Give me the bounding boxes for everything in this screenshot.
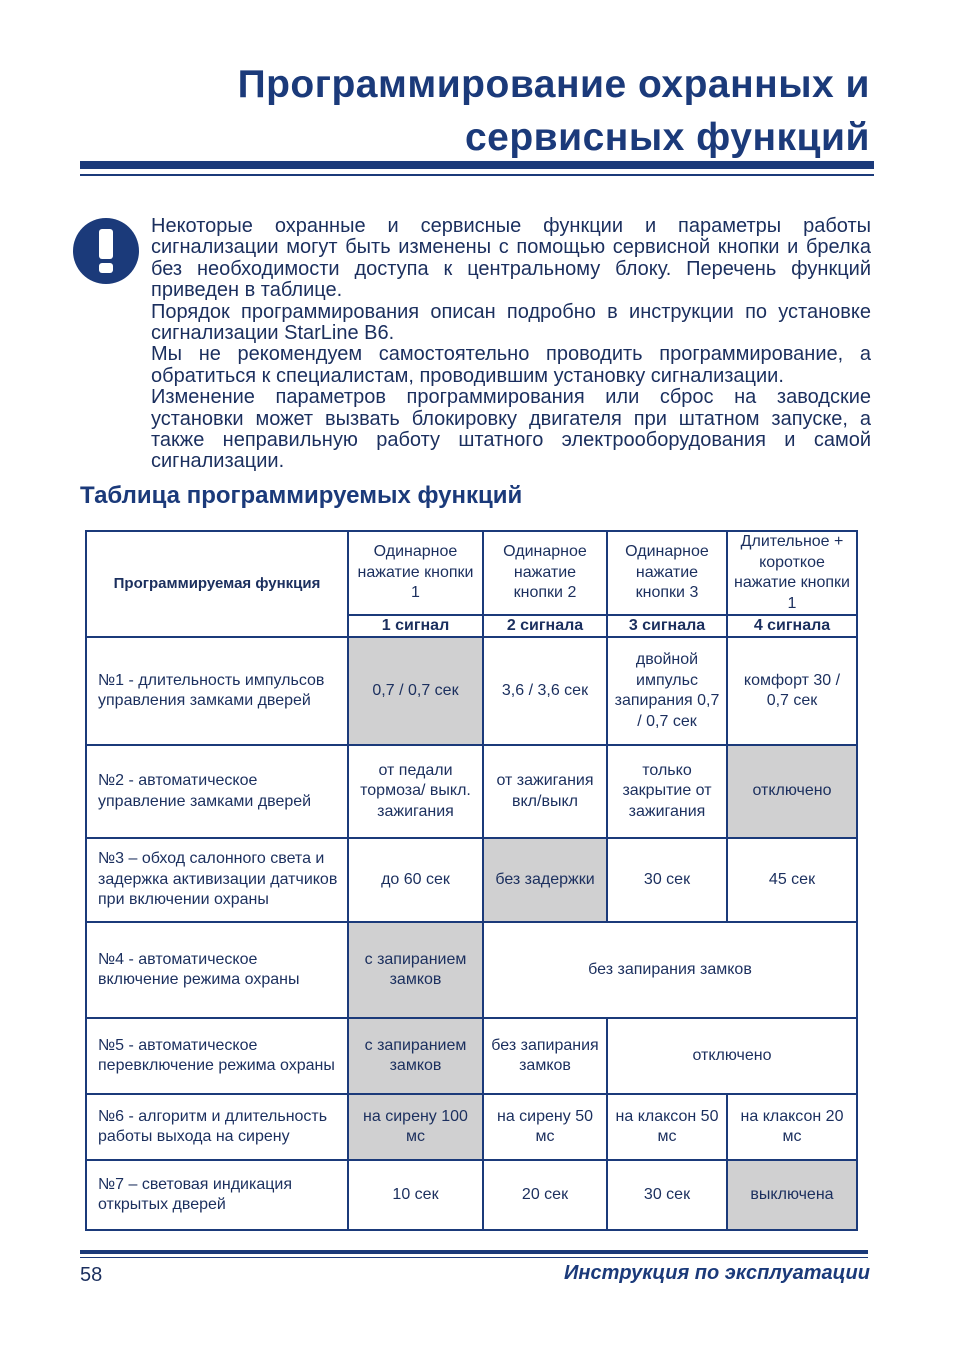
header-col: Одинарное нажатие кнопки 3 — [607, 531, 727, 615]
header-rule-thick — [80, 161, 874, 169]
table-cell: на сирену 100 мс — [348, 1094, 483, 1160]
table-cell: только закрытие от зажигания — [607, 745, 727, 838]
table-cell: отключено — [607, 1018, 857, 1094]
table-cell: без задержки — [483, 838, 607, 922]
table-row — [86, 1018, 857, 1094]
page-title-line1: Программирование охранных и — [237, 63, 870, 106]
table-cell: двойной импульс запирания 0,7 / 0,7 сек — [607, 637, 727, 745]
table-cell: на клаксон 20 мс — [727, 1094, 857, 1160]
notice-paragraph: Мы не рекомендуем самостоятельно проводить программирование, а обратиться к специалистам, проводившим установку сигнализации. — [151, 343, 871, 387]
header-col: Длительное + короткое нажатие кнопки 1 — [727, 531, 857, 615]
table-cell: с запиранием замков — [348, 1018, 483, 1094]
table-cell: 30 сек — [607, 838, 727, 922]
table-cell: отключено — [727, 745, 857, 838]
table-header-row — [86, 531, 857, 615]
notice-text — [151, 216, 871, 473]
table-cell: до 60 сек — [348, 838, 483, 922]
table-cell: на клаксон 50 мс — [607, 1094, 727, 1160]
exclamation-icon — [73, 218, 139, 284]
table-cell: 30 сек — [607, 1160, 727, 1230]
table-row — [86, 637, 857, 745]
signal-label: 1 сигнал — [348, 615, 483, 637]
table-cell: выключена — [727, 1160, 857, 1230]
function-name: №1 - длительность импульсов управления замками дверей — [86, 637, 348, 745]
header-function: Программируемая функция — [86, 531, 348, 637]
functions-table — [85, 530, 858, 1231]
table-cell: без запирания замков — [483, 1018, 607, 1094]
table-cell: от педали тормоза/ выкл. зажигания — [348, 745, 483, 838]
function-name: №6 - алгоритм и длительность работы выхода на сирену — [86, 1094, 348, 1160]
header-col: Одинарное нажатие кнопки 1 — [348, 531, 483, 615]
signal-label: 3 сигнала — [607, 615, 727, 637]
function-name: №4 - автоматическое включение режима охраны — [86, 922, 348, 1018]
footer-title: Инструкция по эксплуатации — [564, 1262, 870, 1284]
function-name: №3 – обход салонного света и задержка активизации датчиков при включении охраны — [86, 838, 348, 922]
footer-rule-thin — [80, 1257, 868, 1258]
section-heading: Таблица программируемых функций — [80, 482, 523, 509]
table-cell: комфорт 30 / 0,7 сек — [727, 637, 857, 745]
table-cell: с запиранием замков — [348, 922, 483, 1018]
table-row — [86, 1094, 857, 1160]
header-col: Одинарное нажатие кнопки 2 — [483, 531, 607, 615]
header-rule-thin — [80, 174, 874, 176]
function-name: №5 - автоматическое перевключение режима охраны — [86, 1018, 348, 1094]
function-name: №2 - автоматическое управление замками дверей — [86, 745, 348, 838]
table-cell: на сирену 50 мс — [483, 1094, 607, 1160]
table-row — [86, 838, 857, 922]
table-cell: от зажигания вкл/выкл — [483, 745, 607, 838]
table-cell: 45 сек — [727, 838, 857, 922]
table-cell: 10 сек — [348, 1160, 483, 1230]
table-cell: 20 сек — [483, 1160, 607, 1230]
table-row — [86, 1160, 857, 1230]
notice-paragraph: Изменение параметров программирования или сброс на заводские установки может вызвать блокировку двигателя при штатном запуске, а также неправильную работу штатного электрооборудования и самой сигнализации. — [151, 386, 871, 473]
footer-rule-thick — [80, 1250, 868, 1254]
notice-paragraph: Порядок программирования описан подробно в инструкции по установке сигнализации StarLine B6. — [151, 300, 871, 345]
page-number: 58 — [80, 1264, 103, 1286]
table-row — [86, 745, 857, 838]
page-title — [70, 58, 870, 164]
table-cell: 0,7 / 0,7 сек — [348, 637, 483, 745]
table-row — [86, 922, 857, 1018]
signal-label: 2 сигнала — [483, 615, 607, 637]
signal-label: 4 сигнала — [727, 615, 857, 637]
page-title-line2: сервисных функций — [464, 116, 870, 159]
table-cell: 3,6 / 3,6 сек — [483, 637, 607, 745]
table-cell: без запирания замков — [483, 922, 857, 1018]
notice-paragraph: Некоторые охранные и сервисные функции и параметры работы сигнализации могут быть изменены с помощью сервисной кнопки и брелка без необходимости доступа к центральному блоку. Перечень функций приведен в таблице. — [151, 215, 871, 302]
function-name: №7 – световая индикация открытых дверей — [86, 1160, 348, 1230]
